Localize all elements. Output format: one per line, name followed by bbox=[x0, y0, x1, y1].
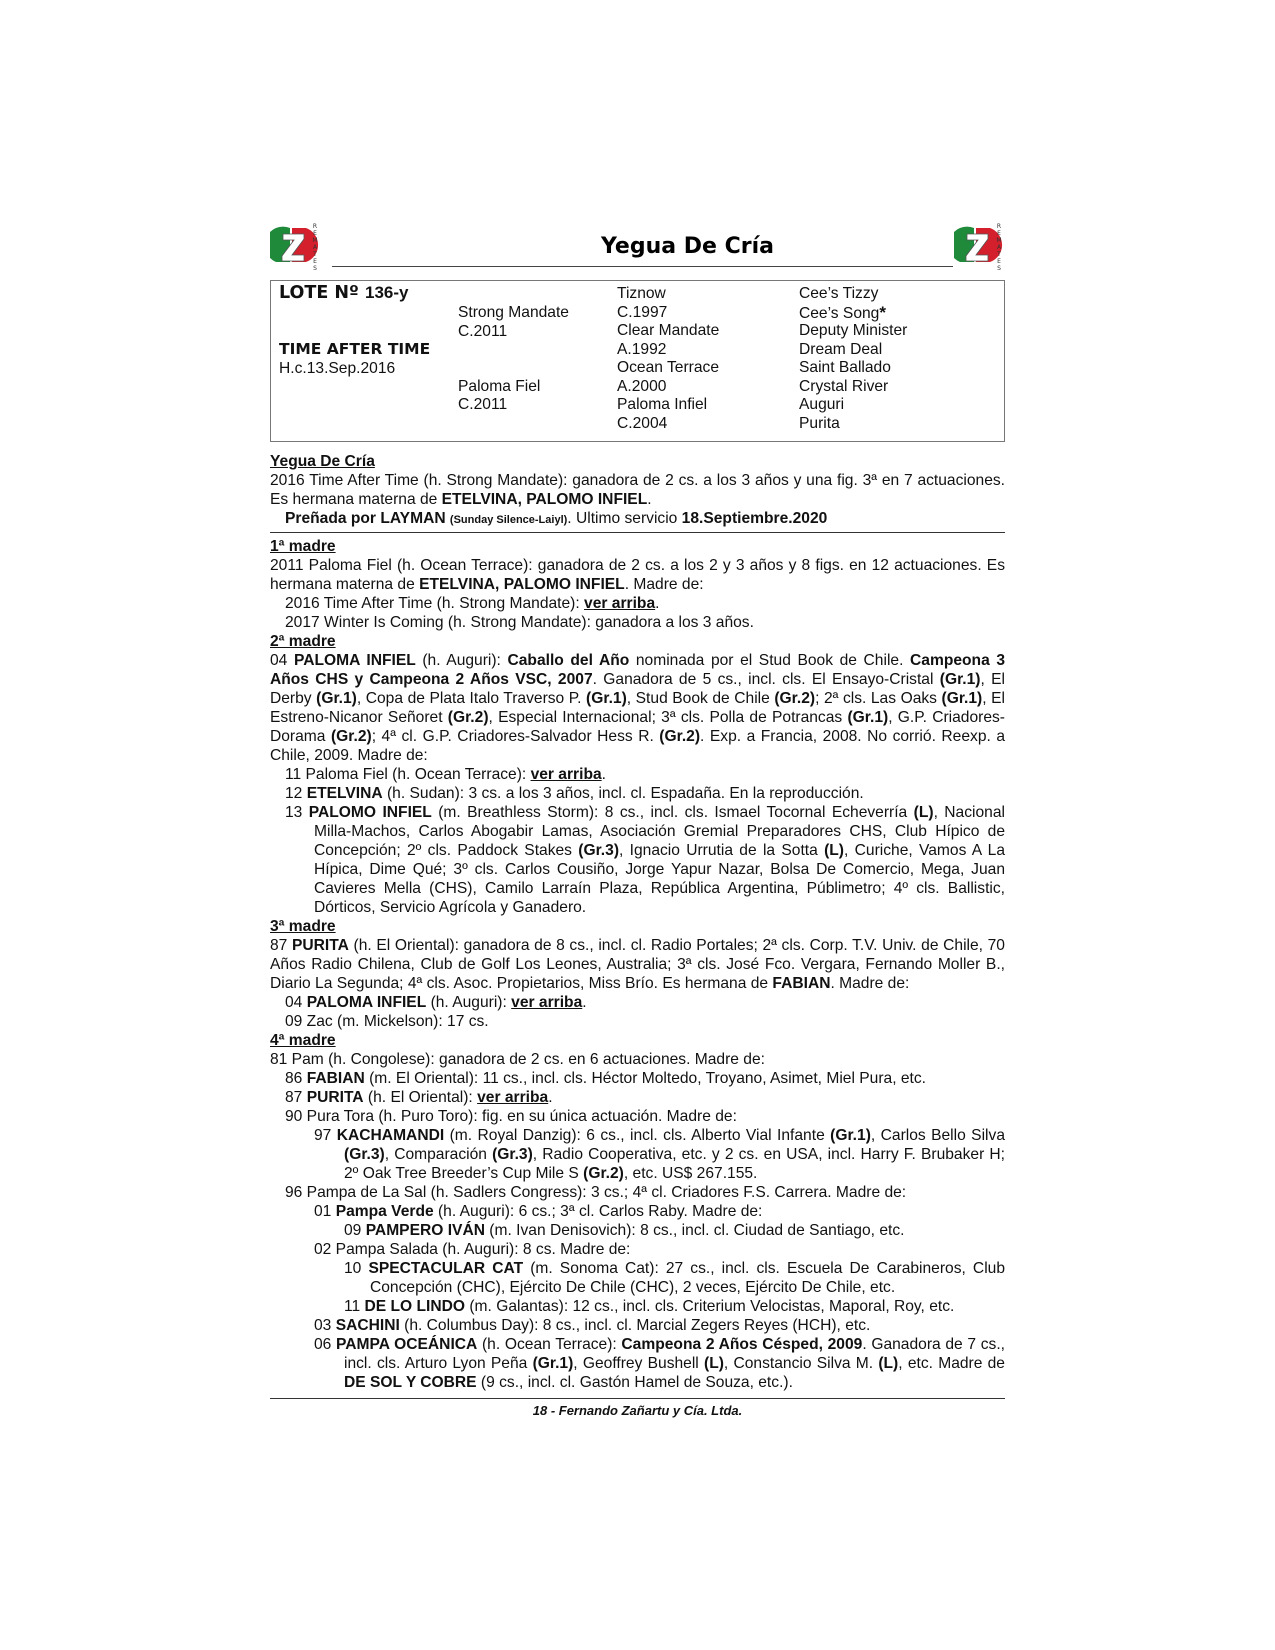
list-item: 97 KACHAMANDI (m. Royal Danzig): 6 cs., incl. cls. Alberto Vial Infante (Gr.1), Carlos Bello Silva (Gr.3), Comparación (Gr.3), Radio Cooperativa, etc. y 2 cs. en USA, incl. Harry F. Brubaker H; 2º Oak Tree Breeder’s Cup Mile S (Gr.2), etc. US$ 267.155. bbox=[314, 1127, 1005, 1182]
paragraph: 2011 Paloma Fiel (h. Ocean Terrace): ganadora de 2 cs. a los 2 y 3 años y 8 figs. en 12 actuaciones. Es hermana materna de ETELVINA, PALOMO INFIEL. Madre de: bbox=[270, 557, 1005, 593]
section-title: 4ª madre bbox=[270, 1032, 336, 1049]
list-item: 01 Pampa Verde (h. Auguri): 6 cs.; 3ª cl. Carlos Raby. Madre de: bbox=[314, 1203, 763, 1220]
list-item: 02 Pampa Salada (h. Auguri): 8 cs. Madre de: bbox=[314, 1241, 631, 1258]
list-item: 90 Pura Tora (h. Puro Toro): fig. en su única actuación. Madre de: bbox=[285, 1108, 737, 1125]
svg-text:E: E bbox=[997, 230, 1001, 237]
svg-text:T: T bbox=[997, 251, 1001, 258]
paragraph: 87 PURITA (h. El Oriental): ganadora de 8 cs., incl. cl. Radio Portales; 2ª cls. Corp. T.V. Univ. de Chile, 70 Años Radio Chilena, Club de Golf Los Leones, Australia; 3ª cls. José Fco. Vergara, Fernando Moller B., Diario La Segunda; 4ª cls. Asoc. Propietarios, Miss Brío. Es hermana de FABIAN. Madre de: bbox=[270, 937, 1005, 992]
list-item: 09 Zac (m. Mickelson): 17 cs. bbox=[285, 1013, 489, 1030]
footer-rule bbox=[270, 1398, 1005, 1399]
list-item: 10 SPECTACULAR CAT (m. Sonoma Cat): 27 cs., incl. cls. Escuela De Carabineros, Club Concepción (CHC), Ejército De Chile (CHC), 2 veces, Ejército De Chile, etc. bbox=[344, 1260, 1006, 1296]
list-item: 13 PALOMO INFIEL (m. Breathless Storm): 8 cs., incl. cls. Ismael Tocornal Echeverría (L), Nacional Milla-Machos, Carlos Abogabir Lamas, Asociación Gremial Preparadores CHS, Club Hípico de Concepción; 2º cls. Paddock Stakes (Gr.3), Ignacio Urrutia de la Sotta (L), Curiche, Vamos A La Hípica, Dime Qué; 3º cls. Carlos Cousiño, Jorge Yapur Nazar, Bolsa De Comercio, Mega, Juan Cavieres Mella (CHS), Camilo Larraín Plaza, República Argentina, Públimetro; 4º cls. Ballistic, Dórticos, Servicio Agrícola y Ganadero. bbox=[285, 804, 1005, 916]
header-rule bbox=[332, 266, 953, 267]
great-grandparent-cell: Cee’s Tizzy bbox=[799, 285, 879, 302]
see-above-link[interactable]: ver arriba bbox=[477, 1089, 549, 1106]
section-title: 1ª madre bbox=[270, 538, 336, 555]
pregnancy-note: Preñada por LAYMAN (Sunday Silence-Laiyl). Ultimo servicio 18.Septiembre.2020 bbox=[285, 510, 828, 527]
svg-text:A: A bbox=[312, 244, 318, 251]
section-title: 3ª madre bbox=[270, 918, 336, 935]
svg-text:E: E bbox=[313, 230, 317, 237]
list-item: 04 PALOMA INFIEL (h. Auguri): ver arriba. bbox=[285, 994, 587, 1011]
paragraph: 2016 Time After Time (h. Strong Mandate): ganadora de 2 cs. a los 3 años y una fig. 3ª en 7 actuaciones. Es hermana materna de ETELVINA, PALOMO INFIEL. bbox=[270, 472, 1005, 508]
dam-name: Paloma Fiel bbox=[458, 378, 541, 395]
great-grandparent-cell: Saint Ballado bbox=[799, 359, 891, 376]
svg-text:S: S bbox=[313, 265, 317, 270]
list-item: 06 PAMPA OCEÁNICA (h. Ocean Terrace): Campeona 2 Años Césped, 2009. Ganadora de 7 cs., incl. cls. Arturo Lyon Peña (Gr.1), Geoffrey Bushell (L), Constancio Silva M. (L), etc. Madre de DE SOL Y COBRE (9 cs., incl. cl. Gastón Hamel de Souza, etc.). bbox=[314, 1336, 1006, 1391]
list-item: 96 Pampa de La Sal (h. Sadlers Congress): 3 cs.; 4ª cl. Criadores F.S. Carrera. Madre de: bbox=[285, 1184, 907, 1201]
horse-info: H.c.13.Sep.2016 bbox=[279, 360, 396, 377]
list-item: 09 PAMPERO IVÁN (m. Ivan Denisovich): 8 cs., incl. cl. Ciudad de Santiago, etc. bbox=[344, 1222, 905, 1239]
divider bbox=[270, 532, 1005, 533]
list-item: 87 PURITA (h. El Oriental): ver arriba. bbox=[285, 1089, 553, 1106]
horse-name: TIME AFTER TIME bbox=[279, 340, 431, 358]
grandparent-cell: C.2004 bbox=[617, 415, 668, 432]
svg-text:A: A bbox=[996, 244, 1002, 251]
list-item: 2016 Time After Time (h. Strong Mandate): ver arriba. bbox=[285, 595, 660, 612]
grandparent-cell: A.1992 bbox=[617, 341, 667, 358]
sire-name: Strong Mandate bbox=[458, 304, 569, 321]
list-item: 11 DE LO LINDO (m. Galantas): 12 cs., incl. cls. Criterium Velocistas, Maporal, Roy, etc. bbox=[344, 1298, 955, 1315]
list-item: 11 Paloma Fiel (h. Ocean Terrace): ver arriba. bbox=[285, 766, 606, 783]
list-item: 86 FABIAN (m. El Oriental): 11 cs., incl. cls. Héctor Moltedo, Troyano, Asimet, Miel Pura, etc. bbox=[285, 1070, 927, 1087]
see-above-link[interactable]: ver arriba bbox=[530, 766, 602, 783]
svg-text:S: S bbox=[997, 265, 1001, 270]
zr-remates-logo-right bbox=[954, 222, 1004, 270]
lot-number bbox=[279, 283, 408, 303]
lot-number-value: 136-y bbox=[365, 283, 409, 302]
list-item: 12 ETELVINA (h. Sudan): 3 cs. a los 3 años, incl. cl. Espadaña. En la reproducción. bbox=[285, 785, 864, 802]
section-title: Yegua De Cría bbox=[270, 453, 375, 470]
svg-text:E: E bbox=[313, 258, 317, 265]
grandparent-cell: Paloma Infiel bbox=[617, 396, 708, 413]
catalog-page bbox=[270, 222, 1005, 1418]
grandparent-cell: Ocean Terrace bbox=[617, 359, 719, 376]
great-grandparent-cell: Purita bbox=[799, 415, 840, 432]
svg-text:M: M bbox=[996, 237, 1002, 244]
great-grandparent-cell: Crystal River bbox=[799, 378, 889, 395]
section-title: 2ª madre bbox=[270, 633, 336, 650]
svg-text:M: M bbox=[312, 237, 318, 244]
great-grandparent-cell: Dream Deal bbox=[799, 341, 883, 358]
paragraph: 81 Pam (h. Congolese): ganadora de 2 cs. en 6 actuaciones. Madre de: bbox=[270, 1051, 765, 1068]
svg-text:T: T bbox=[313, 251, 317, 258]
grandparent-cell: Clear Mandate bbox=[617, 322, 720, 339]
great-grandparent-cell: Cee’s Song* bbox=[799, 303, 886, 322]
paragraph: 04 PALOMA INFIEL (h. Auguri): Caballo del Año nominada por el Stud Book de Chile. Campeona 3 Años CHS y Campeona 2 Años VSC, 2007. Ganadora de 5 cs., incl. cls. El Ensayo-Cristal (Gr.1), El Derby (Gr.1), Copa de Plata Italo Traverso P. (Gr.1), Stud Book de Chile (Gr.2); 2ª cls. Las Oaks (Gr.1), El Estreno-Nicanor Señoret (Gr.2), Especial Internacional; 3ª cls. Polla de Potrancas (Gr.1), G.P. Criadores-Dorama (Gr.2); 4ª cl. G.P. Criadores-Salvador Hess R. (Gr.2). Exp. a Francia, 2008. No corrió. Reexp. a Chile, 2009. Madre de: bbox=[270, 652, 1006, 764]
page-footer: 18 - Fernando Zañartu y Cía. Ltda. bbox=[532, 1403, 743, 1418]
lot-label: LOTE Nº bbox=[279, 283, 359, 303]
great-grandparent-cell: Auguri bbox=[799, 396, 845, 413]
svg-text:R: R bbox=[312, 223, 318, 230]
great-grandparent-cell: Deputy Minister bbox=[799, 322, 908, 339]
dam-info: C.2011 bbox=[458, 396, 508, 413]
grandparent-cell: A.2000 bbox=[617, 378, 667, 395]
page-title: Yegua De Cría bbox=[601, 234, 774, 259]
svg-text:E: E bbox=[997, 258, 1001, 265]
pedigree-notes bbox=[270, 452, 1005, 1392]
grandparent-cell: Tiznow bbox=[617, 285, 666, 302]
see-above-link[interactable]: ver arriba bbox=[584, 595, 656, 612]
list-item: 2017 Winter Is Coming (h. Strong Mandate): ganadora a los 3 años. bbox=[285, 614, 754, 631]
grandparent-cell: C.1997 bbox=[617, 304, 668, 321]
pedigree-table bbox=[270, 280, 1005, 442]
page-header bbox=[270, 222, 1005, 272]
sire-info: C.2011 bbox=[458, 323, 508, 340]
list-item: 03 SACHINI (h. Columbus Day): 8 cs., incl. cl. Marcial Zegers Reyes (HCH), etc. bbox=[314, 1317, 871, 1334]
svg-text:R: R bbox=[996, 223, 1002, 230]
see-above-link[interactable]: ver arriba bbox=[511, 994, 583, 1011]
